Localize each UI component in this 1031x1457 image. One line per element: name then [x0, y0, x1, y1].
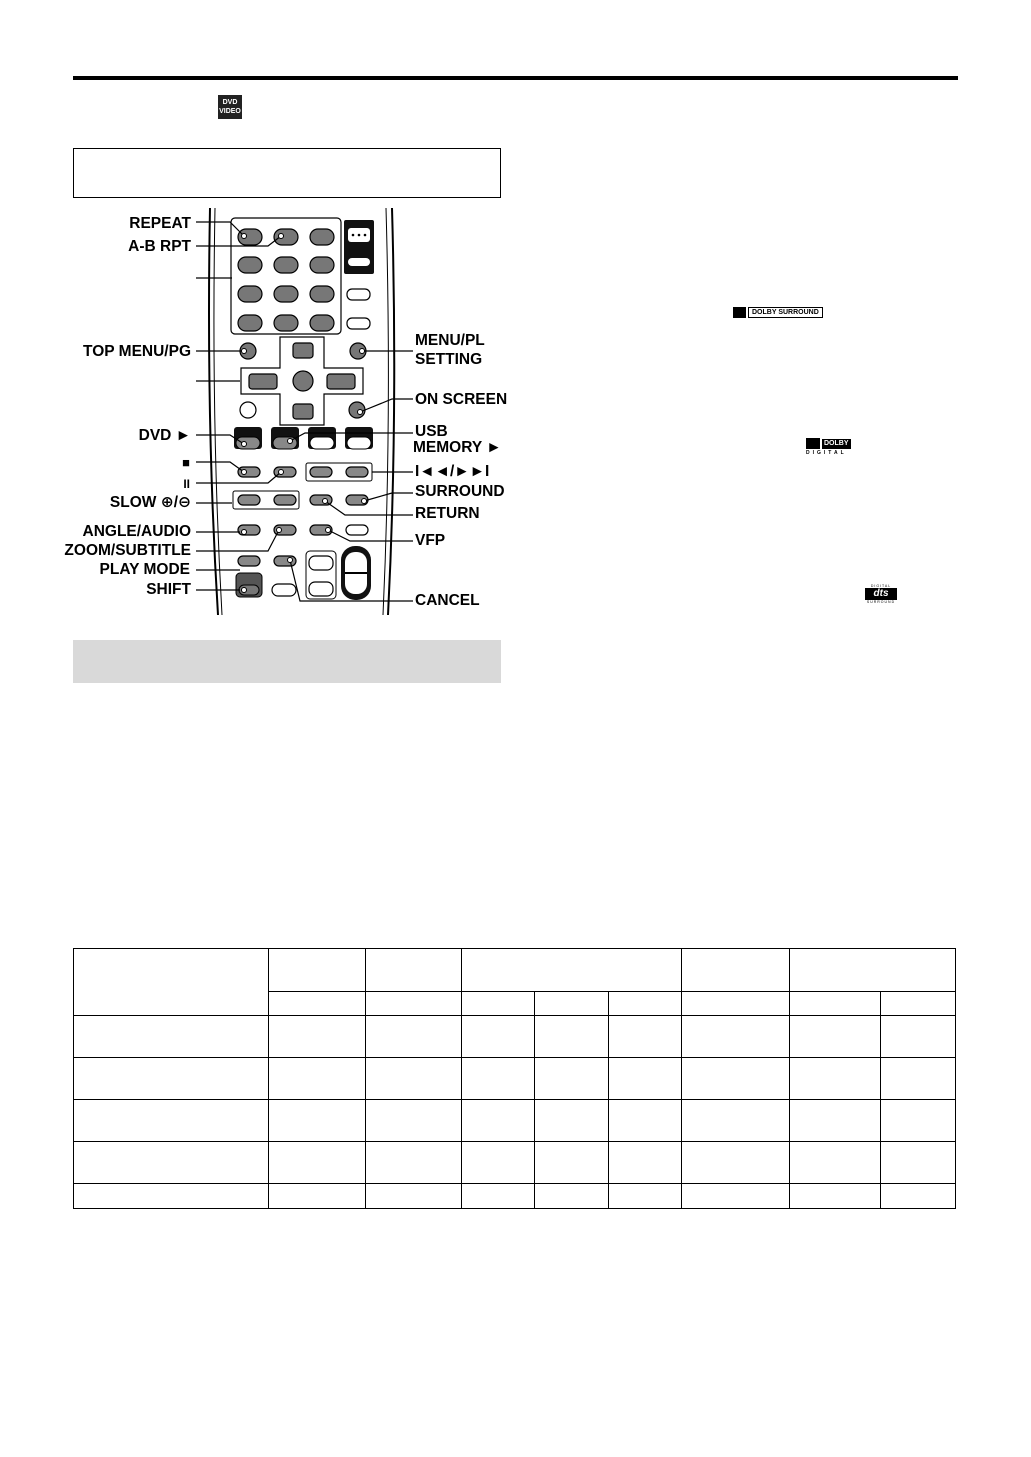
label-slow: SLOW ⊕/⊖ [109, 494, 191, 511]
label-menu-pl: MENU/PL [415, 332, 485, 349]
dvd-video-badge: DVD VIDEO [218, 95, 242, 119]
label-surround: SURROUND [415, 483, 505, 500]
label-on-screen: ON SCREEN [415, 391, 508, 408]
table-row [74, 1058, 956, 1100]
label-dvd-play: DVD ► [138, 427, 191, 444]
label-pause: II [183, 477, 190, 491]
dolby-digital-logo: DOLBY DIGITAL [806, 439, 849, 456]
label-usb: USB [415, 423, 448, 440]
label-zoom-subtitle: ZOOM/SUBTITLE [64, 542, 191, 559]
label-setting: SETTING [415, 351, 483, 368]
label-return: RETURN [415, 505, 480, 522]
label-memory: MEMORY ► [413, 439, 502, 456]
label-shift: SHIFT [146, 581, 191, 598]
dolby-surround-logo: DOLBY SURROUND [733, 306, 823, 318]
table-row [74, 949, 956, 992]
label-skip: I◄◄/►►I [415, 463, 490, 480]
label-stop: ■ [182, 455, 190, 470]
table-row [74, 1100, 956, 1142]
dts-logo: DIGITAL dts SURROUND [866, 584, 896, 604]
label-cancel: CANCEL [415, 592, 480, 609]
label-play-mode: PLAY MODE [99, 561, 190, 578]
label-repeat: REPEAT [129, 215, 191, 232]
label-angle-audio: ANGLE/AUDIO [82, 523, 191, 540]
table-row [74, 1184, 956, 1209]
section-heading-bar [73, 640, 501, 683]
table-row [74, 1016, 956, 1058]
format-table [73, 948, 956, 1209]
table-row [74, 1142, 956, 1184]
label-vfp: VFP [415, 532, 446, 549]
label-ab-rpt: A-B RPT [128, 238, 191, 255]
label-top-menu: TOP MENU/PG [83, 343, 191, 360]
